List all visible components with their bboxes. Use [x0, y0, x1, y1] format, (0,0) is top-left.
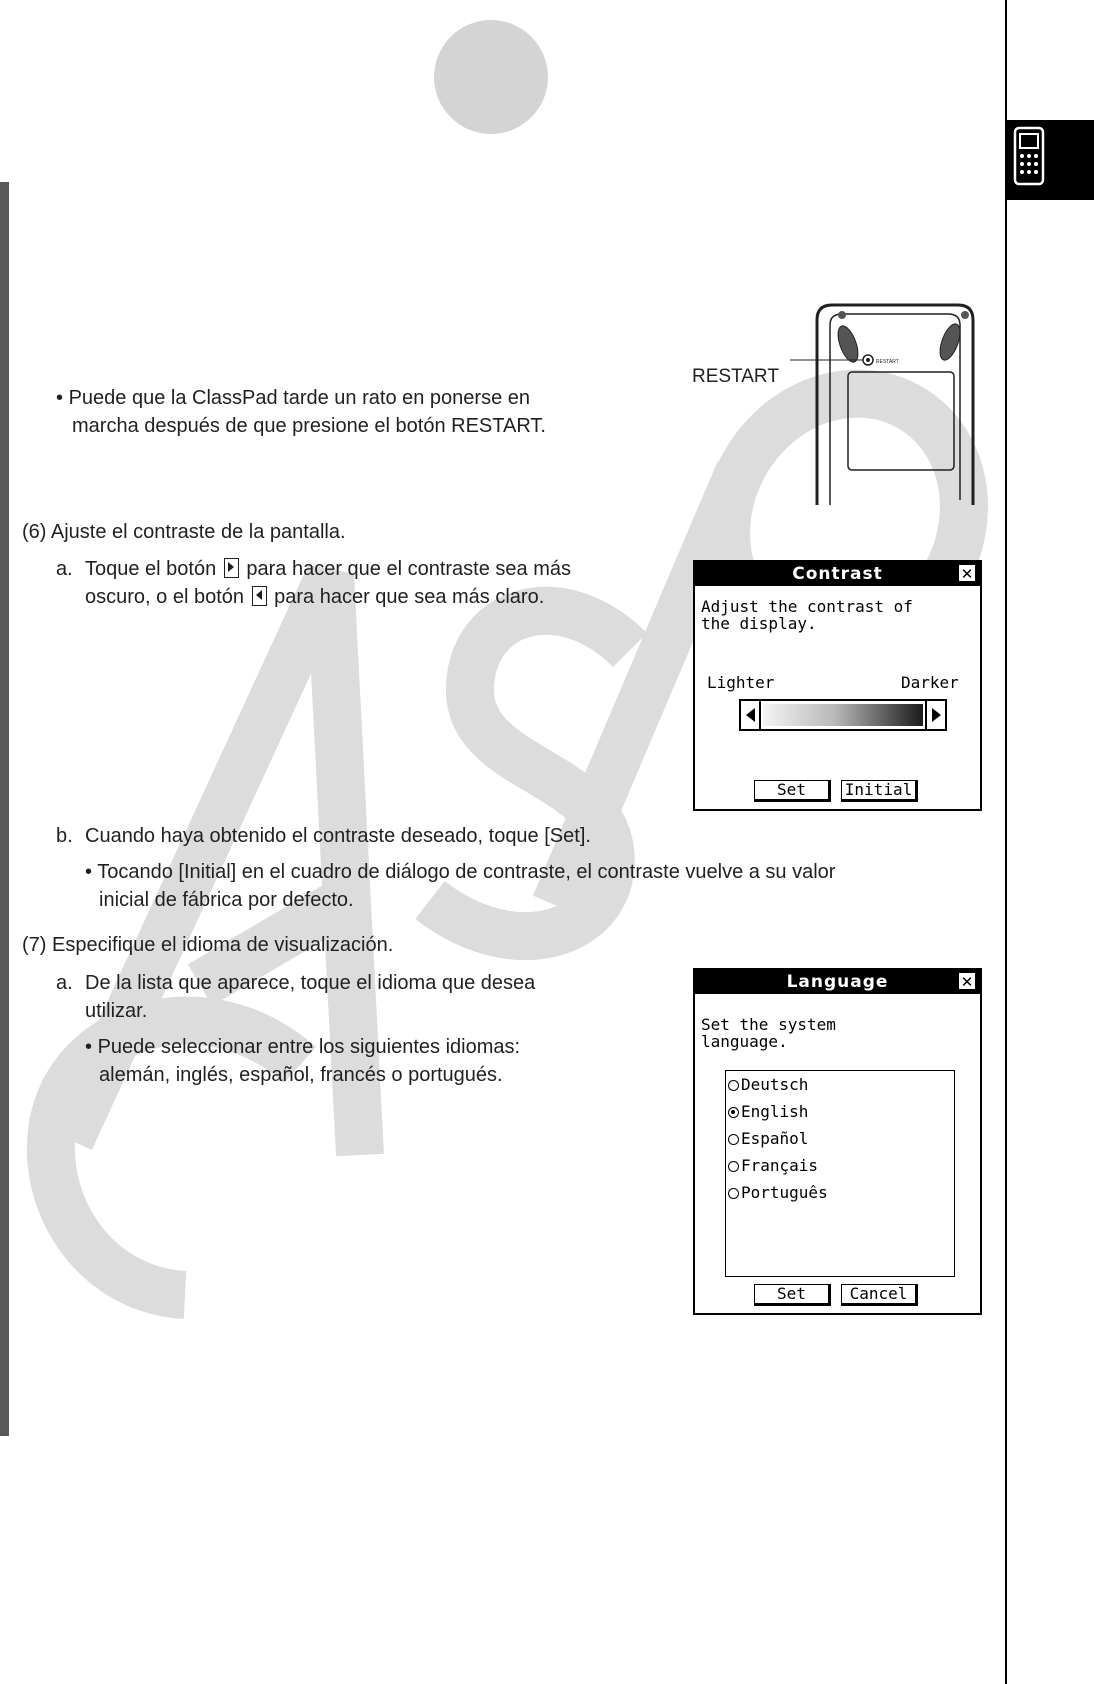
- step6-a-marker: a.: [56, 558, 73, 580]
- chapter-tab: [1007, 120, 1094, 200]
- triangle-left-icon: [746, 708, 755, 722]
- language-option-deutsch[interactable]: [728, 1075, 808, 1095]
- radio-icon: [728, 1080, 739, 1091]
- step6-b-marker: b.: [56, 825, 73, 847]
- bullet-mark: •: [85, 1036, 93, 1058]
- language-dialog: [693, 968, 982, 1315]
- contrast-set-button[interactable]: Set: [754, 780, 831, 802]
- close-icon[interactable]: ✕: [958, 972, 976, 990]
- contrast-right-arrow-button[interactable]: [925, 701, 945, 729]
- step7-bullet-line1: Puede seleccionar entre los siguientes idiomas:: [97, 1036, 521, 1058]
- language-dialog-title: [695, 970, 980, 994]
- triangle-right-icon: [932, 708, 941, 722]
- contrast-dialog-title: [695, 562, 980, 586]
- language-option-label: Deutsch: [741, 1075, 809, 1094]
- language-option-label: Français: [741, 1156, 819, 1175]
- restart-callout-label: RESTART: [692, 366, 779, 387]
- step6-a-line1-after: para hacer que el contraste sea más: [246, 558, 571, 580]
- bullet-restart-line2: marcha después de que presione el botón RESTART.: [72, 415, 546, 437]
- language-option-espanol[interactable]: [728, 1129, 808, 1149]
- language-option-francais[interactable]: [728, 1156, 818, 1176]
- contrast-left-arrow-button[interactable]: [741, 701, 761, 729]
- device-restart-text: RESTART: [876, 359, 899, 365]
- step6-b-bullet: [85, 858, 835, 886]
- step7-a-line2: utilizar.: [85, 1000, 148, 1022]
- device-back-illustration: [790, 300, 990, 510]
- bullet-mark: •: [56, 387, 64, 409]
- language-title-text: Language: [786, 972, 889, 992]
- bullet-restart: [56, 384, 530, 412]
- contrast-slider[interactable]: [739, 699, 947, 731]
- contrast-title-text: Contrast: [792, 564, 883, 584]
- calculator-icon: [1007, 120, 1094, 200]
- step6-a-line1-before: Toque el botón: [85, 558, 217, 580]
- step7-bullet-line2: alemán, inglés, español, francés o portugués.: [99, 1064, 503, 1086]
- language-option-label: Español: [741, 1129, 809, 1148]
- step7-a-line1: De la lista que aparece, toque el idioma que desea: [85, 972, 536, 994]
- contrast-dialog: [693, 560, 982, 811]
- step6-b-bullet-line2: inicial de fábrica por defecto.: [99, 889, 354, 911]
- step6-a-line1: [85, 555, 571, 583]
- triangle-left-icon: [252, 586, 267, 606]
- contrast-message: Adjust the contrast of the display.: [701, 597, 913, 633]
- step7-bullet: [85, 1033, 520, 1061]
- contrast-darker-label: Darker: [901, 673, 959, 692]
- contrast-lighter-label: Lighter: [707, 673, 775, 692]
- language-option-label: English: [741, 1102, 809, 1121]
- step6-a-line2-before: oscuro, o el botón: [85, 586, 244, 608]
- step6-heading: (6) Ajuste el contraste de la pantalla.: [22, 521, 346, 543]
- language-cancel-button[interactable]: Cancel: [841, 1284, 918, 1306]
- contrast-gradient-track: [763, 704, 923, 726]
- bullet-restart-line1: Puede que la ClassPad tarde un rato en ponerse en: [68, 387, 531, 409]
- step6-a-line2: [85, 583, 544, 611]
- language-option-portugues[interactable]: [728, 1183, 828, 1203]
- step7-a-marker: a.: [56, 972, 73, 994]
- contrast-initial-button[interactable]: Initial: [841, 780, 918, 802]
- step6-a-line2-after: para hacer que sea más claro.: [274, 586, 545, 608]
- radio-selected-icon: [728, 1107, 739, 1118]
- close-icon[interactable]: ✕: [958, 564, 976, 582]
- radio-icon: [728, 1161, 739, 1172]
- radio-icon: [728, 1188, 739, 1199]
- triangle-right-icon: [224, 558, 239, 578]
- step6-b-bullet-line1: Tocando [Initial] en el cuadro de diálogo de contraste, el contraste vuelve a su valor: [97, 861, 836, 883]
- chapter-circle: [434, 20, 548, 134]
- left-margin-bar: [0, 182, 9, 1436]
- language-message: Set the system language.: [701, 1015, 836, 1051]
- step6-b-text: Cuando haya obtenido el contraste deseado, toque [Set].: [85, 825, 591, 847]
- language-option-english[interactable]: [728, 1102, 808, 1122]
- language-option-label: Português: [741, 1183, 828, 1202]
- right-margin-rule: [1005, 0, 1007, 1684]
- step7-heading: (7) Especifique el idioma de visualización.: [22, 934, 394, 956]
- language-list: [725, 1070, 955, 1277]
- bullet-mark: •: [85, 861, 93, 883]
- radio-icon: [728, 1134, 739, 1145]
- language-set-button[interactable]: Set: [754, 1284, 831, 1306]
